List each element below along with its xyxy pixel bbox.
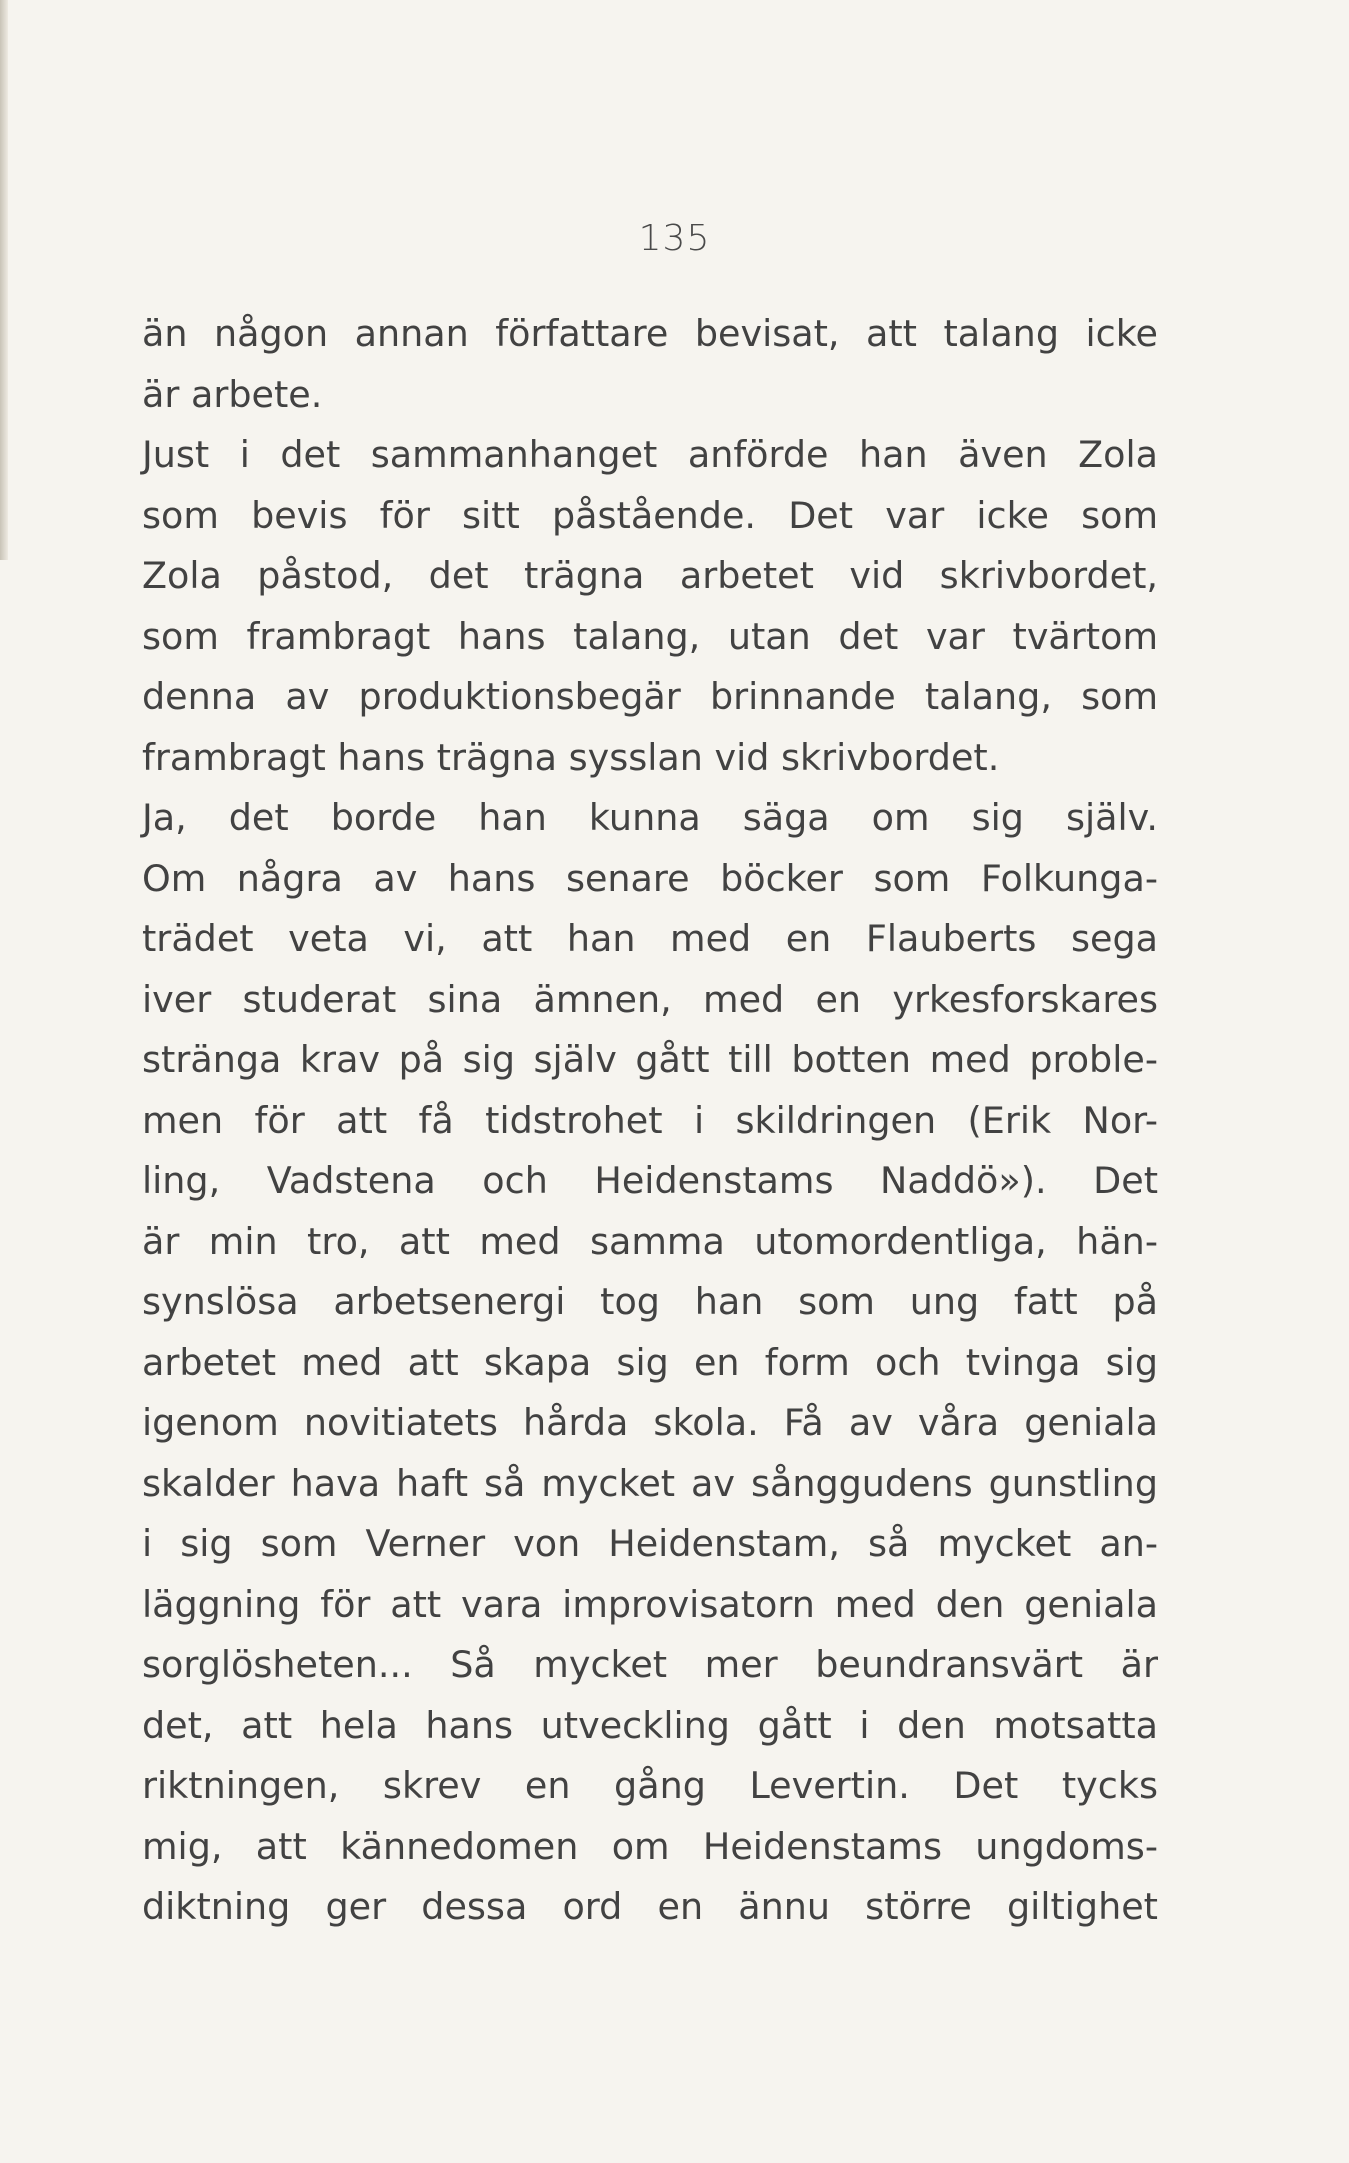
page-number: 135 xyxy=(638,218,711,259)
text-line: igenom novitiatets hårda skola. Få av våra geniala xyxy=(142,1401,1158,1444)
text-line: riktningen, skrev en gång Levertin. Det tycks xyxy=(142,1764,1158,1807)
text-line: trädet veta vi, att han med en Flauberts sega xyxy=(142,917,1158,960)
text-line: är min tro, att med samma utomordentliga, hän- xyxy=(142,1219,1158,1263)
text-line: frambragt hans trägna sysslan vid skrivbordet. xyxy=(142,735,1000,779)
text-line: synslösa arbetsenergi tog han som ung fatt på xyxy=(142,1280,1158,1323)
text-line: Ja, det borde han kunna säga om sig själv. xyxy=(142,796,1158,839)
text-line: som bevis för sitt påstående. Det var icke som xyxy=(142,493,1158,537)
text-line: Just i det sammanhanget anförde han även Zola xyxy=(142,433,1158,476)
text-line: är arbete. xyxy=(142,372,323,416)
text-line: skalder hava haft så mycket av sånggudens gunstling xyxy=(142,1461,1158,1505)
text-line: arbetet med att skapa sig en form och tvinga sig xyxy=(142,1340,1158,1384)
text-line: denna av produktionsbegär brinnande talang, som xyxy=(142,675,1158,718)
text-line: iver studerat sina ämnen, med en yrkesforskares xyxy=(142,977,1158,1021)
text-line: mig, att kännedomen om Heidenstams ungdoms- xyxy=(142,1824,1158,1868)
text-line: ling, Vadstena och Heidenstams Naddö»). Det xyxy=(142,1159,1158,1202)
text-line: diktning ger dessa ord en ännu större giltighet xyxy=(142,1885,1158,1928)
text-line: Zola påstod, det trägna arbetet vid skrivbordet, xyxy=(142,554,1158,597)
text-line: läggning för att vara improvisatorn med den geniala xyxy=(142,1582,1158,1626)
text-line: Om några av hans senare böcker som Folkunga- xyxy=(142,856,1158,900)
text-line: än någon annan författare bevisat, att talang icke xyxy=(142,312,1158,355)
text-line: som frambragt hans talang, utan det var tvärtom xyxy=(142,614,1158,658)
text-line: stränga krav på sig själv gått till botten med proble- xyxy=(142,1038,1158,1081)
text-line: i sig som Verner von Heidenstam, så mycket an- xyxy=(142,1522,1158,1565)
page-binding-edge xyxy=(0,0,8,560)
text-line: men för att få tidstrohet i skildringen (Erik Nor- xyxy=(142,1098,1158,1142)
text-line: det, att hela hans utveckling gått i den motsatta xyxy=(142,1703,1158,1747)
text-line: sorglösheten... Så mycket mer beundransvärt är xyxy=(142,1643,1158,1686)
body-text xyxy=(142,304,1158,1938)
